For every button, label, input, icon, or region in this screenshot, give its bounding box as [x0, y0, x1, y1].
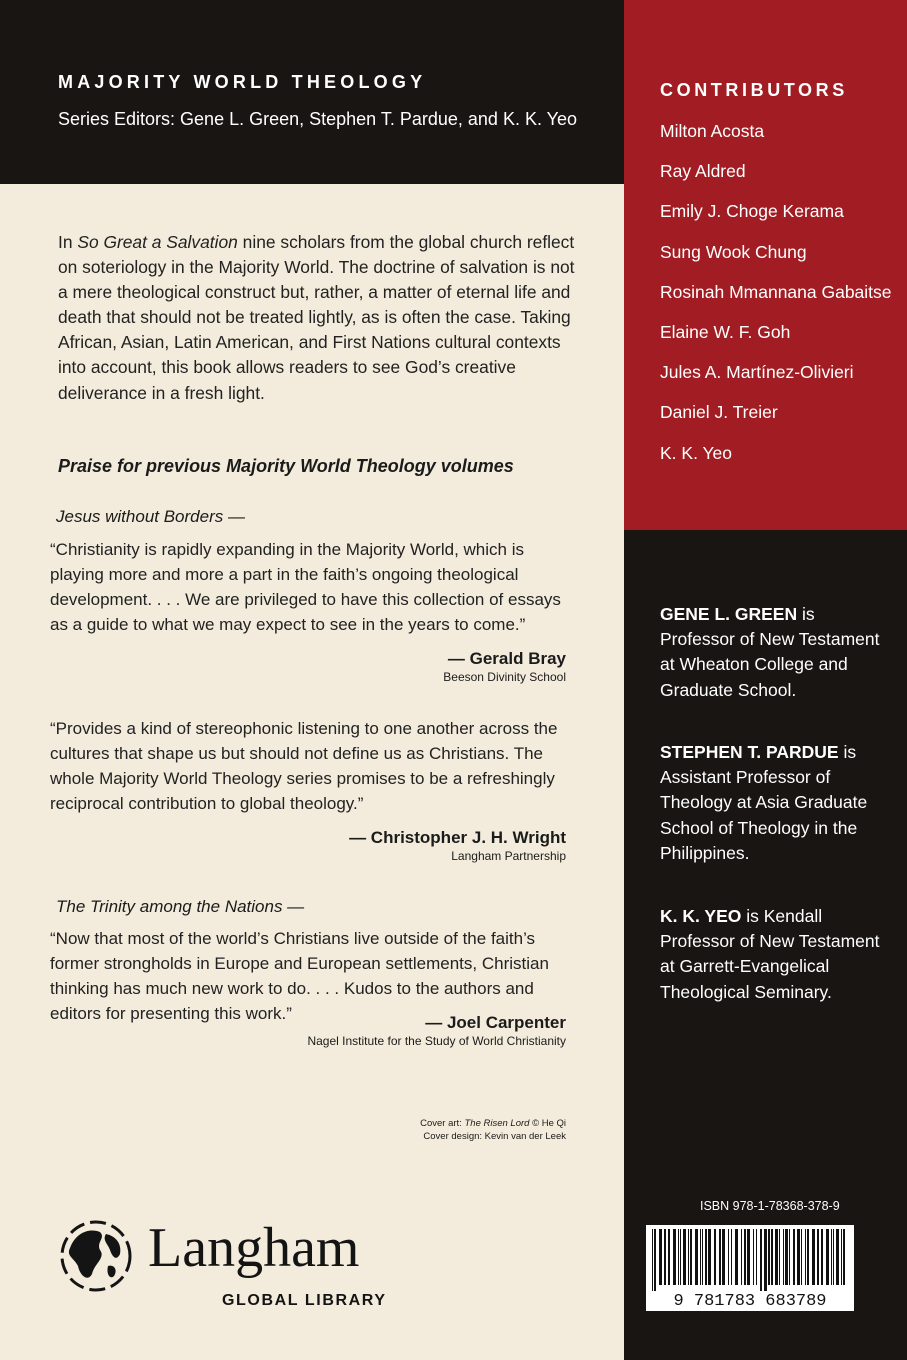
barcode-bar [735, 1229, 738, 1285]
barcode-graphic [646, 1225, 854, 1311]
quote-line: playing more and more a part in the faith’s ongoing theological [50, 565, 519, 585]
quote-attribution [349, 828, 566, 865]
quote-line: cultures that shape us but should not define us as Christians. The [50, 744, 543, 764]
editor-bio [660, 602, 890, 703]
barcode-bar [831, 1229, 832, 1285]
quote-line: former strongholds in Europe and European settlements, Christian [50, 954, 549, 974]
quote-attribution [443, 649, 566, 686]
quote-line: “Provides a kind of stereophonic listening to one another across the [50, 719, 558, 738]
barcode-bar [695, 1229, 698, 1285]
barcode-bar [654, 1229, 656, 1291]
barcode-bar [700, 1229, 701, 1285]
barcode-bar [719, 1229, 721, 1285]
barcode-bar [652, 1229, 653, 1291]
praise-quote [50, 716, 574, 816]
contributor-name: K. K. Yeo [660, 442, 733, 463]
contributors-heading: CONTRIBUTORS [660, 80, 848, 100]
barcode-bar [789, 1229, 790, 1285]
barcode-bar [714, 1229, 716, 1285]
barcode-bar [833, 1229, 834, 1285]
barcode-bar [664, 1229, 666, 1285]
cover-credits [420, 1117, 566, 1143]
barcode-bar [764, 1229, 767, 1291]
barcode-bar [756, 1229, 757, 1285]
barcode-bar [673, 1229, 676, 1285]
barcode-bar [817, 1229, 819, 1285]
cover-art-prefix: Cover art: [420, 1118, 465, 1129]
barcode [646, 1225, 854, 1311]
cover-art-suffix: © He Qi [529, 1118, 566, 1129]
quote-line: whole Majority World Theology series promises to be a refreshingly [50, 769, 555, 789]
praise-book-title: The Trinity among the Nations — [56, 897, 305, 916]
contributor-name: Milton Acosta [660, 121, 765, 141]
barcode-bar [705, 1229, 707, 1285]
quote-line: editors for presenting this work.” [50, 1004, 292, 1024]
cover-art-credit [420, 1118, 566, 1129]
editor-name: STEPHEN T. PARDUE [660, 742, 839, 762]
contributors-list [660, 119, 892, 481]
barcode-bar [741, 1229, 742, 1285]
quote-affiliation: Nagel Institute for the Study of World Christianity [307, 1034, 566, 1048]
barcode-bar [722, 1229, 725, 1285]
globe-icon [56, 1218, 136, 1294]
contributor-name: Jules A. Martínez-Olivieri [660, 362, 854, 383]
praise-book-title: Jesus without Borders — [56, 507, 245, 526]
barcode-bar [843, 1229, 845, 1285]
barcode-digits: 9 781783 683789 [673, 1292, 827, 1311]
book-description [58, 230, 578, 406]
quote-line: reciprocal contribution to global theology.” [50, 794, 364, 814]
barcode-bar [747, 1229, 750, 1285]
barcode-bar [659, 1229, 662, 1285]
barcode-bar [760, 1229, 762, 1291]
contributor-name: Emily J. Choge Kerama [660, 201, 844, 222]
barcode-bar [731, 1229, 732, 1285]
barcode-bar [801, 1229, 802, 1285]
contributor-name: Ray Aldred [660, 161, 746, 182]
barcode-bar [690, 1229, 692, 1285]
editor-bio-text: is Professor of New Testament at Wheaton College and Graduate School. [660, 604, 880, 700]
barcode-bar [836, 1229, 839, 1285]
contributor-name: Sung Wook Chung [660, 241, 807, 262]
barcode-bar [744, 1229, 746, 1285]
series-editors: Series Editors: Gene L. Green, Stephen T. Pardue, and K. K. Yeo [58, 109, 578, 129]
editor-bio-text: is Kendall Professor of New Testament at Garrett-Evangelical Theological Seminary. [660, 906, 880, 1002]
barcode-bar [821, 1229, 823, 1285]
barcode-bar [785, 1229, 788, 1285]
quote-line: development. . . . We are privileged to have this collection of essays [50, 590, 561, 610]
contributor-name: Daniel J. Treier [660, 402, 778, 423]
quote-author: — Christopher J. H. Wright [349, 828, 566, 847]
publisher-logo [56, 1210, 396, 1320]
barcode-bar [805, 1229, 806, 1285]
contributor-name: Rosinah Mmannana Gabaitse [660, 281, 892, 302]
publisher-name: Langham [148, 1217, 360, 1279]
barcode-bar [807, 1229, 809, 1285]
blurb-intro: In [58, 232, 78, 252]
barcode-bar [779, 1229, 780, 1285]
book-title: So Great a Salvation [77, 232, 238, 252]
barcode-bar [753, 1229, 754, 1285]
series-title: MAJORITY WORLD THEOLOGY [58, 72, 427, 92]
praise-quote [50, 537, 574, 637]
praise-quote [50, 926, 574, 1026]
barcode-bar [680, 1229, 681, 1285]
barcode-bar [812, 1229, 815, 1285]
quote-attribution [307, 1013, 566, 1050]
praise-heading: Praise for previous Majority World Theology volumes [58, 456, 514, 476]
quote-author: — Gerald Bray [447, 649, 566, 668]
quote-affiliation: Langham Partnership [451, 849, 566, 863]
barcode-bar [708, 1229, 711, 1285]
barcode-bar [841, 1229, 842, 1285]
barcode-bar [797, 1229, 800, 1285]
barcode-bar [683, 1229, 686, 1285]
quote-affiliation: Beeson Divinity School [443, 670, 566, 684]
barcode-bar [702, 1229, 703, 1285]
publisher-imprint: GLOBAL LIBRARY [222, 1292, 387, 1309]
quote-line: “Now that most of the world’s Christians live outside of the faith’s [50, 929, 536, 948]
barcode-bar [678, 1229, 679, 1285]
barcode-bar [771, 1229, 773, 1285]
blurb-text: nine scholars from the global church reflect on soteriology in the Majority World. The doctrine of salvation is not a mere theological construct but, rather, a matter of eternal life and death that should not be treated lightly, as is often the case. Taking African, Asian, Latin American, and First Nations cultural contexts into account, this book allows readers to see God’s creative deliverance in a fresh light. [58, 232, 575, 403]
barcode-bar [728, 1229, 729, 1285]
contributor-name: Elaine W. F. Goh [660, 321, 791, 342]
isbn: ISBN 978-1-78368-378-9 [700, 1199, 840, 1213]
cover-art-title: The Risen Lord [464, 1118, 530, 1129]
editor-name: K. K. YEO [660, 906, 742, 926]
editor-bio-text: is Assistant Professor of Theology at Asia Graduate School of Theology in the Philippines. [660, 742, 868, 863]
cover-design-credit: Cover design: Kevin van der Leek [423, 1131, 566, 1142]
barcode-bar [783, 1229, 784, 1285]
barcode-bar [768, 1229, 770, 1285]
barcode-bar [775, 1229, 778, 1285]
barcode-bar [826, 1229, 829, 1285]
barcode-bar [688, 1229, 689, 1285]
quote-line: as a guide to what we may expect to see in the years to come.” [50, 615, 526, 635]
editor-bio [660, 904, 890, 1005]
barcode-bar [668, 1229, 670, 1285]
editor-name: GENE L. GREEN [660, 604, 798, 624]
quote-line: “Christianity is rapidly expanding in the Majority World, which is [50, 540, 524, 559]
editor-bio [660, 740, 890, 866]
barcode-bar [793, 1229, 795, 1285]
quote-author: — Joel Carpenter [425, 1013, 566, 1032]
quote-line: thinking has much new work to do. . . . Kudos to the authors and [50, 979, 534, 999]
